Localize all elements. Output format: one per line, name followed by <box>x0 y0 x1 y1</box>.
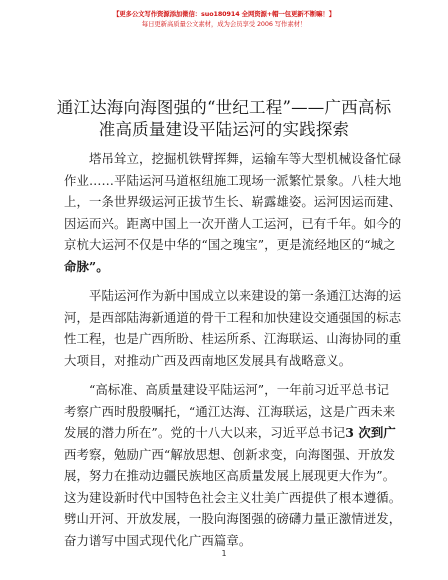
emphasis-text: 3 次到广 <box>345 425 396 440</box>
paragraph-line: 大项目，对推动广西及西南地区发展具有战略意义。 <box>64 352 352 368</box>
paragraph-line <box>64 422 396 444</box>
paragraph-line: 河，是西部陆海新通道的骨干工程和加快建设交通强国的标志 <box>64 309 402 325</box>
paragraph-line: 塔吊耸立，挖掘机铁臂挥舞，运输车等大型机械设备忙碌 <box>89 151 402 166</box>
article-title-line-1: 通江达海向海图强的“世纪工程”——广西高标 <box>56 98 392 118</box>
paragraph-line: 奋力谱写中国式现代化广西篇章。 <box>64 532 252 548</box>
paragraph-line: 这为建设新时代中国特色社会主义壮美广西提供了根本遵循。 <box>64 489 402 505</box>
paragraph-line: 命脉”。 <box>64 258 109 274</box>
paragraph-line: 因运而兴。距离中国上一次开凿人工运河，已有千年。如今的 <box>64 215 402 231</box>
paragraph-line: 性工程，也是广西所盼、桂运所系、江海联运、山海协同的重 <box>64 331 402 346</box>
promo-banner-line-1: 【更多公文写作资源添加微信：suo180914 全网资源+帽一包更新不断嘛！】 <box>112 10 336 18</box>
promo-banner-line-2: 每日更新高质量公文素材，成为会员享受 2006 写作素材！ <box>141 20 307 28</box>
paragraph-2 <box>64 285 402 371</box>
paragraph-3 <box>64 379 402 551</box>
paragraph-line: 西考察，勉励广西“解放思想、创新求变，向海图强、开放发 <box>64 446 396 462</box>
page-number: 1 <box>221 549 227 558</box>
paragraph-line: “高标准、高质量建设平陆运河”，一年前习近平总书记 <box>89 382 390 397</box>
paragraph-line: 京杭大运河不仅是中华的“国之瑰宝”，更是流经地区的“城之 <box>64 237 396 252</box>
paragraph-line: 考察广西时殷殷嘱托，“通江达海、江海联运，这是广西未来 <box>64 403 396 419</box>
article-title <box>40 97 408 141</box>
paragraph-line: 上，一条世界级运河正拔节生长、崭露雄姿。运河因运而建、 <box>64 194 402 209</box>
paragraph-line-text: 发展的潜力所在”。党的十八大以来，习近平总书记 <box>64 425 346 440</box>
article-title-line-2: 准高质量建设平陆运河的实践探索 <box>98 120 350 140</box>
paragraph-1 <box>64 148 402 277</box>
paragraph-line: 劈山开河、开放发展，一股向海图强的磅礴力量正激情迸发， <box>64 511 402 526</box>
paragraph-line: 平陆运河作为新中国成立以来建设的第一条通江达海的运 <box>89 288 402 303</box>
paragraph-line: 作业……平陆运河马道枢纽施工现场一派繁忙景象。八桂大地 <box>64 172 402 188</box>
article-body <box>64 148 402 559</box>
paragraph-line: 展，努力在推动边疆民族地区高质量发展上展现更大作为”。 <box>64 468 396 483</box>
